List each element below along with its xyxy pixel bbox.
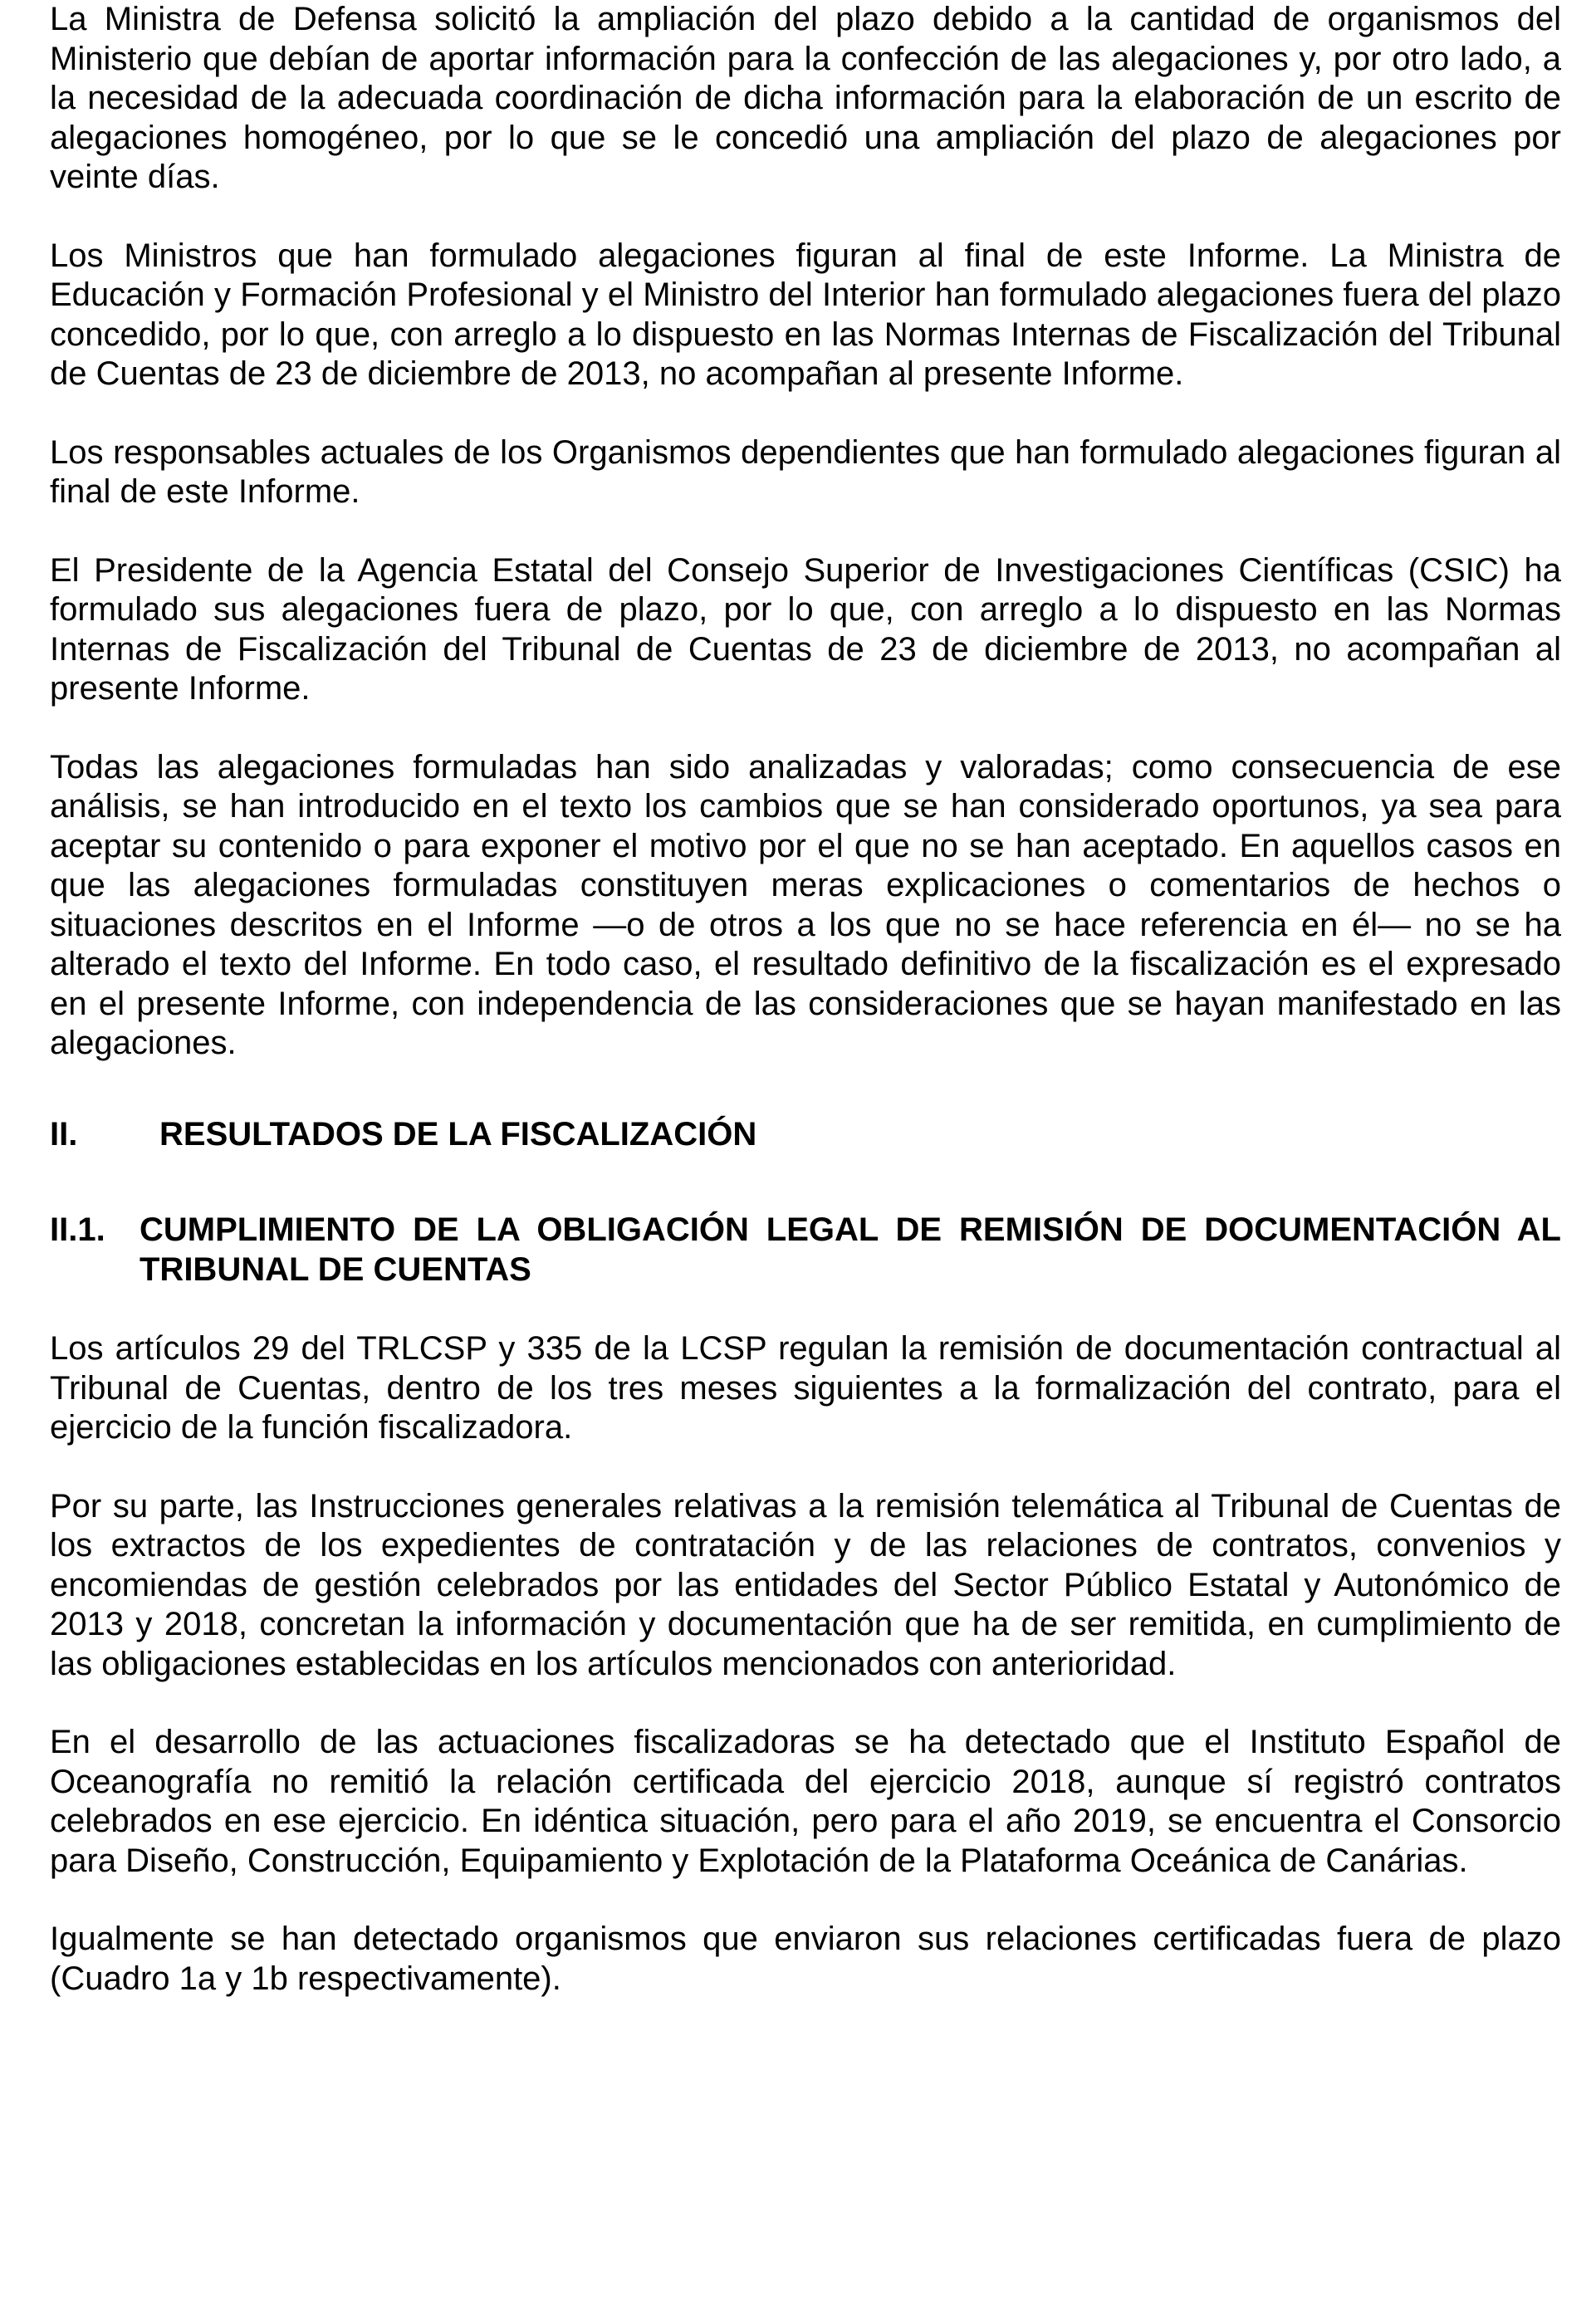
subsection-number: II.1. (50, 1211, 105, 1248)
paragraph-extension-request: La Ministra de Defensa solicitó la ampliación del plazo debido a la cantidad de organismos del Ministerio que debían de aportar información para la confección de las alegaciones y, por otro lado, a la necesidad de la adecuada coordinación de dicha información para la elaboración de un escrito de alegaciones homogéneo, por lo que se le concedió una ampliación del plazo de alegaciones por veinte días. (50, 1, 1561, 195)
paragraph-instructions: Por su parte, las Instrucciones generales relativas a la remisión telemática al Tribunal de Cuentas de los extractos de los expedientes de contratación y de las relaciones de contratos, convenios y encomiendas de gestión celebrados por las entidades del Sector Público Estatal y Autonómico de 2013 y 2018, concretan la información y documentación que ha de ser remitida, en cumplimiento de las obligaciones establecidas en los artículos mencionados con anterioridad. (50, 1487, 1561, 1682)
subsection-title: CUMPLIMIENTO DE LA OBLIGACIÓN LEGAL DE REMISIÓN DE DOCUMENTACIÓN AL TRIBUNAL DE CUENTAS (140, 1211, 1561, 1288)
document-page (50, 0, 1561, 2038)
paragraph-detected-omissions: En el desarrollo de las actuaciones fiscalizadoras se ha detectado que el Instituto Español de Oceanografía no remitió la relación certificada del ejercicio 2018, aunque sí registró contratos celebrados en ese ejercicio. En idéntica situación, pero para el año 2019, se encuentra el Consorcio para Diseño, Construcción, Equipamiento y Explotación de la Plataforma Oceánica de Canárias. (50, 1724, 1561, 1879)
paragraph-late-submissions: Igualmente se han detectado organismos que enviaron sus relaciones certificadas fuera de plazo (Cuadro 1a y 1b respectivamente). (50, 1921, 1561, 1997)
paragraph-organism-responsibles: Los responsables actuales de los Organismos dependientes que han formulado alegaciones figuran al final de este Informe. (50, 433, 1561, 510)
paragraph-ministers-allegations: Los Ministros que han formulado alegaciones figuran al final de este Informe. La Ministra de Educación y Formación Profesional y el Ministro del Interior han formulado alegaciones fuera del plazo concedido, por lo que, con arreglo a lo dispuesto en las Normas Internas de Fiscalización del Tribunal de Cuentas de 23 de diciembre de 2013, no acompañan al presente Informe. (50, 237, 1561, 392)
subsection-heading (50, 1211, 1561, 1290)
section-heading (50, 1115, 1561, 1155)
paragraph-csic-president: El Presidente de la Agencia Estatal del Consejo Superior de Investigaciones Científicas (CSIC) ha formulado sus alegaciones fuera de plazo, por lo que, con arreglo a lo dispuesto en las Normas Internas de Fiscalización del Tribunal de Cuentas de 23 de diciembre de 2013, no acompañan al presente Informe. (50, 551, 1561, 707)
paragraph-legal-articles: Los artículos 29 del TRLCSP y 335 de la LCSP regulan la remisión de documentación contractual al Tribunal de Cuentas, dentro de los tres meses siguientes a la formalización del contrato, para el ejercicio de la función fiscalizadora. (50, 1330, 1561, 1446)
section-number: II. (50, 1115, 78, 1152)
paragraph-allegations-analysis: Todas las alegaciones formuladas han sido analizadas y valoradas; como consecuencia de ese análisis, se han introducido en el texto los cambios que se han considerado oportunos, ya sea para aceptar su contenido o para exponer el motivo por el que no se han aceptado. En aquellos casos en que las alegaciones formuladas constituyen meras explicaciones o comentarios de hechos o situaciones descritos en el Informe —o de otros a los que no se hace referencia en él— no se ha alterado el texto del Informe. En todo caso, el resultado definitivo de la fiscalización es el expresado en el presente Informe, con independencia de las consideraciones que se hayan manifestado en las alegaciones. (50, 748, 1561, 1061)
section-title: RESULTADOS DE LA FISCALIZACIÓN (159, 1115, 757, 1152)
